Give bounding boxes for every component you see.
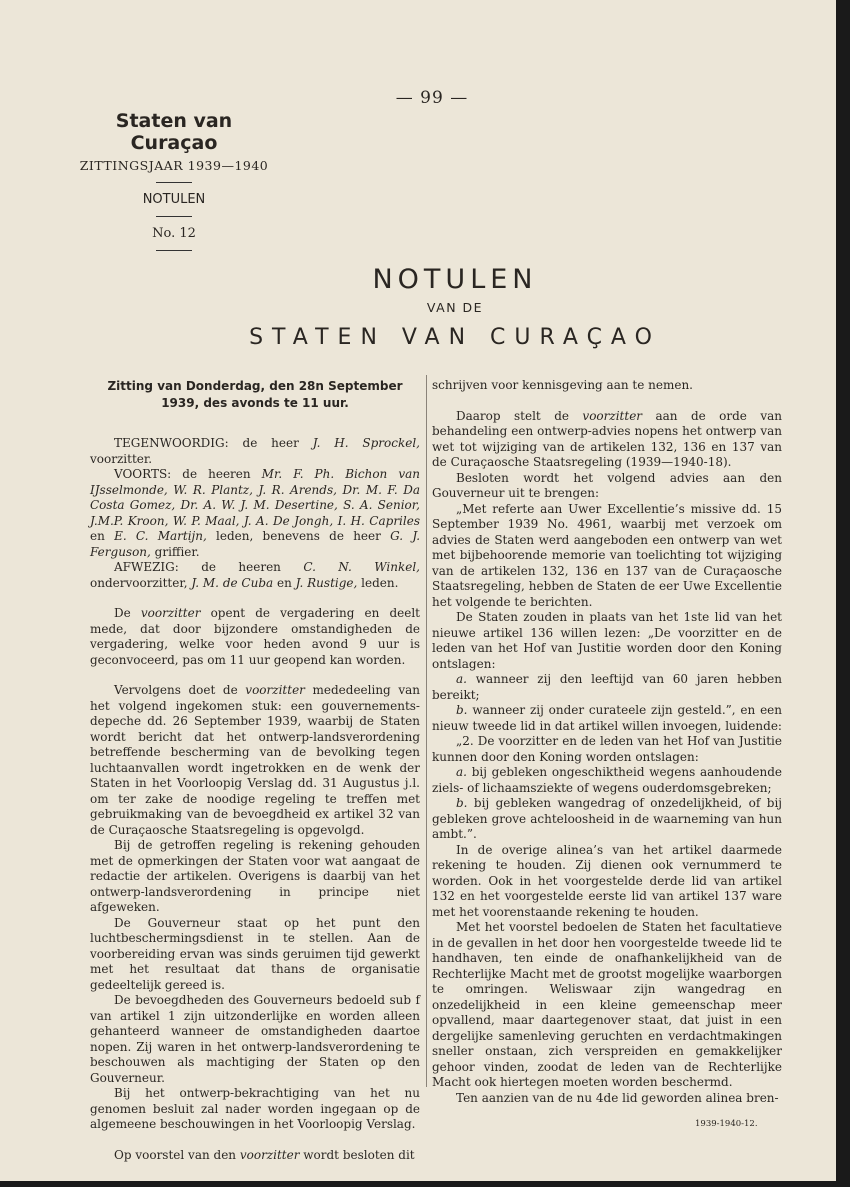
paragraph-regulation: Bij de getroffen regeling is rekening gehouden met de opmerkingen der Staten voor wat aangaat de redactie der artikelen. Overigens is daarbij van het ontwerp-landsverordening in principe niet afgeweken. xyxy=(90,838,420,914)
paragraph-facultative: Met het voorstel bedoelen de Staten het facultatieve in de gevallen in het door hen voorgestelde tweede lid te handhaven, ten einde de onafhankelijkheid van de Rechterlijke Macht met de grootst mogelijke waarborgen te omringen. Weliswaar zijn wangedrag en onzedelijkheid in een kleine gemeenschap meer opvallend, maar daartegenover staat, dat juist in een dergelijke samenleving geruchten en verdachtmakingen sneller onstaan, zich verspreiden en gemakkelijker gehoor vinden, zoodat de leden van de Rechterlijke Macht ook hiertegen moeten worden beschermd. xyxy=(432,920,782,1089)
attendance-present: TEGENWOORDIG: de heer J. H. Sprockel, voorzitter. xyxy=(90,436,420,466)
title-line-1: NOTULEN xyxy=(372,264,538,295)
masthead-divider xyxy=(156,250,192,251)
footer-code: 1939-1940-12. xyxy=(695,1119,758,1129)
session-heading xyxy=(90,378,420,412)
right-column xyxy=(432,378,782,1106)
paragraph-article-136: De Staten zouden in plaats van het 1ste lid van het nieuwe artikel 136 willen lezen: „De voorzitter en de leden van het Hof van Justitie worden door den Koning ontslagen: xyxy=(432,610,782,671)
masthead-section: NOTULEN xyxy=(142,192,206,207)
paragraph-powers: De bevoegdheden des Gouverneurs bedoeld sub f van artikel 1 zijn uitzonderlijke en worden alleen gehanteerd wanneer de omstandigheden daartoe nopen. Zij waren in het ontwerp-landsverordening te beschouwen als machtiging der Staten op den Gouverneur. xyxy=(90,993,420,1085)
masthead-session: ZITTINGSJAAR 1939—1940 xyxy=(79,158,269,173)
clause-2a: a. bij gebleken ongeschiktheid wegens aanhoudende ziels- of lichaamsziekte of wegens ouderdomsgebreken; xyxy=(432,765,782,795)
paragraph-opening: De voorzitter opent de vergadering en deelt mede, dat door bijzondere omstandigheden de vergadering, welke voor heden avond 9 uur is geconvoceerd, pas om 11 uur geopend kan worden. xyxy=(90,606,420,667)
paragraph-ratification: Bij het ontwerp-bekrachtiging van het nu genomen besluit zal nader worden ingegaan op de algemeene beschouwingen in het Voorloopig Verslag. xyxy=(90,1086,420,1131)
clause-a: a. wanneer zij den leeftijd van 60 jaren hebben bereikt; xyxy=(432,672,782,702)
session-line-2: 1939, des avonds te 11 uur. xyxy=(161,396,349,410)
paragraph-reference: „Met referte aan Uwer Excellentie’s missive dd. 15 September 1939 No. 4961, waarbij met verzoek om advies de Staten werd aangeboden een ontwerp van wet met bijbehoorende memorie van toelichting tot wijziging van de artikelen 132, 136 en 137 van de Curaçaosche Staatsregeling, hebben de Staten de eer Uwe Excellentie het volgende te berichten. xyxy=(432,501,782,609)
paragraph-continuation: schrijven voor kennisgeving aan te nemen. xyxy=(432,378,693,392)
masthead-divider xyxy=(156,216,192,217)
scan-edge-right xyxy=(836,0,850,1187)
masthead-title: Staten van Curaçao xyxy=(115,110,233,154)
title-line-2: VAN DE xyxy=(426,300,484,315)
document-title xyxy=(150,262,760,354)
page-number: — 99 — xyxy=(395,88,469,108)
column-divider xyxy=(426,375,427,1087)
clause-2b: b. bij gebleken wangedrag of onzedelijkheid, of bij gebleken grove achteloosheid in de waarneming van hun ambt.”. xyxy=(432,796,782,841)
clause-b: b. wanneer zij onder curateele zijn gesteld.”, en een nieuw tweede lid in dat artikel willen invoegen, luidende: xyxy=(432,703,782,733)
masthead-divider xyxy=(156,182,192,183)
attendance-absent: AFWEZIG: de heeren C. N. Winkel, ondervoorzitter, J. M. de Cuba en J. Rustige, leden. xyxy=(90,560,420,590)
paragraph-other-paragraphs: In de overige alinea’s van het artikel daarmede rekening te houden. Zij dienen ook vernummerd te worden. Ook in het voorgestelde derde lid van artikel 132 en het voorgestelde eerste lid van artikel 137 ware met het voorenstaande rekening te houden. xyxy=(432,842,782,919)
paragraph-fourth-member: Ten aanzien van de nu 4de lid geworden alinea bren- xyxy=(456,1090,779,1105)
masthead xyxy=(76,110,272,260)
paragraph-proposal: Op voorstel van den voorzitter wordt besloten dit xyxy=(114,1147,415,1162)
paragraph-agenda: Daarop stelt de voorzitter aan de orde van behandeling een ontwerp-advies nopens het ontwerp van wet tot wijziging van de artikelen 132, 136 en 137 van de Curaçaosche Staatsregeling (1939—1940-18). xyxy=(432,408,783,469)
title-line-3: STATEN VAN CURAÇAO xyxy=(249,325,661,350)
paragraph-decision: Besloten wordt het volgend advies aan den Gouverneur uit te brengen: xyxy=(432,470,782,500)
attendance-also: VOORTS: de heeren Mr. F. Ph. Bichon van IJsselmonde, W. R. Plantz, J. R. Arends, Dr. M. F. Da Costa Gomez, Dr. A. W. J. M. Desertine, S. A. Senior, J.M.P. Kroon, W. P. Maal, J. A. De Jongh, I. H. Capriles en E. C. Martijn, leden, benevens de heer G. J. Ferguson, griffier. xyxy=(90,467,421,559)
left-column xyxy=(90,378,420,1163)
masthead-number: No. 12 xyxy=(152,226,196,241)
session-line-1: Zitting van Donderdag, den 28n September xyxy=(107,379,403,393)
paragraph-governor: De Gouverneur staat op het punt den luchtbeschermingsdienst in te stellen. Aan de voorbereiding ervan was sinds geruimen tijd gewerkt met het resultaat dat thans de organisatie gedeeltelijk gereed is. xyxy=(90,915,420,992)
paragraph-announcement: Vervolgens doet de voorzitter mededeeling van het volgend ingekomen stuk: een gouvernements-depeche dd. 26 September 1939, waarbij de Staten wordt bericht dat het ontwerp-landsverordening betreffende bescherming van de bevolking tegen luchtaanvallen wordt ingetrokken en de wenk der Staten in het Voorloopig Verslag dd. 31 Augustus j.l. om ter zake de noodige regeling te treffen met gebruikmaking van de bevoegdheid ex artikel 32 van de Curaçaosche Staatsregeling is opgevolgd. xyxy=(90,683,420,837)
scan-edge-bottom xyxy=(0,1181,850,1187)
clause-2: „2. De voorzitter en de leden van het Hof van Justitie kunnen door den Koning worden ontslagen: xyxy=(432,734,782,764)
